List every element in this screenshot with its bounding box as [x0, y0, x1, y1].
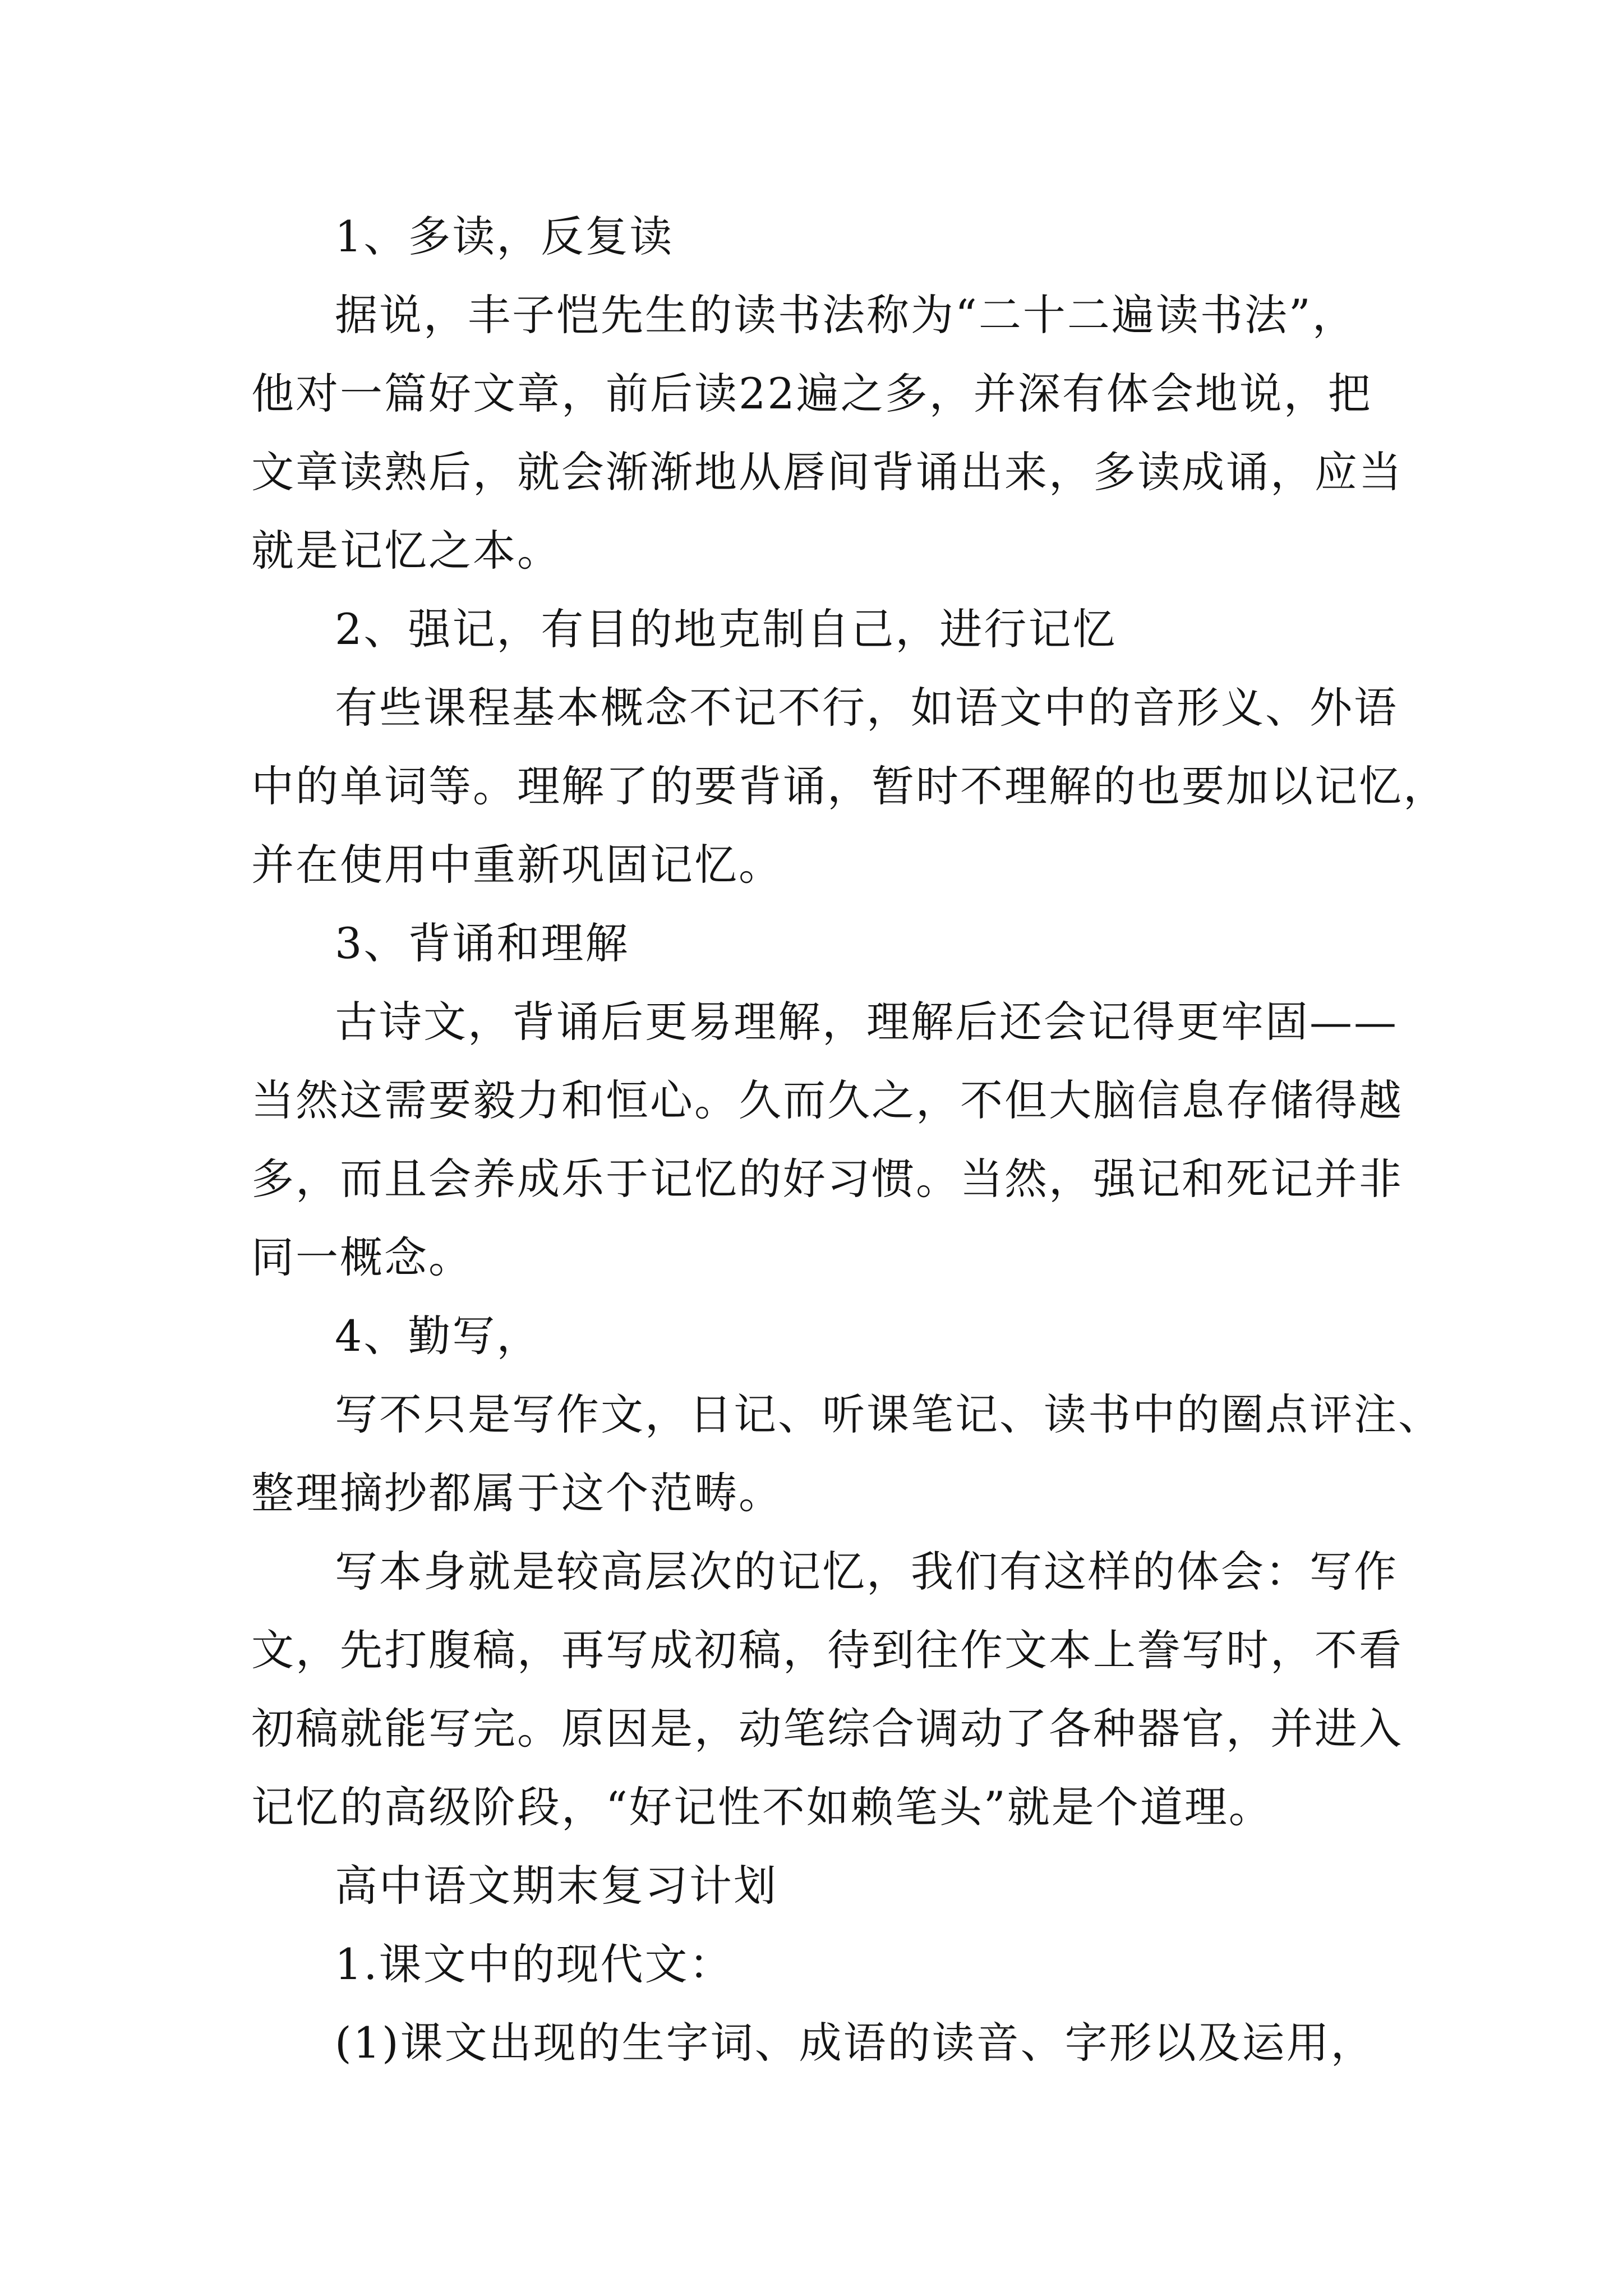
list-item: (1)课文出现的生字词、成语的读音、字形以及运用，: [335, 2018, 1375, 2068]
paragraph-line: 同一概念。: [251, 1232, 473, 1282]
paragraph-line: 当然这需要毅力和恒心。久而久之，不但大脑信息存储得越: [251, 1075, 1403, 1125]
paragraph-line: 古诗文，背诵后更易理解，理解后还会记得更牢固——: [335, 997, 1398, 1047]
paragraph-line: 整理摘抄都属于这个范畴。: [251, 1468, 783, 1518]
section-title: 高中语文期末复习计划: [335, 1861, 778, 1911]
paragraph-line: 文，先打腹稿，再写成初稿，待到往作文本上誊写时，不看: [251, 1625, 1403, 1675]
heading-write-often: 4、勤写，: [335, 1311, 541, 1361]
paragraph-line: 记忆的高级阶段，“好记性不如赖笔头”就是个道理。: [251, 1782, 1273, 1832]
heading-read-more: 1、多读，反复读: [335, 211, 674, 261]
heading-recite-understand: 3、背诵和理解: [335, 918, 630, 968]
paragraph-line: 写本身就是较高层次的记忆，我们有这样的体会：写作: [335, 1547, 1398, 1596]
paragraph-line: 并在使用中重新巩固记忆。: [251, 840, 783, 890]
heading-memorize: 2、强记，有目的地克制自己，进行记忆: [335, 604, 1117, 654]
paragraph-line: 他对一篇好文章，前后读22遍之多，并深有体会地说，把: [251, 369, 1372, 418]
paragraph-line: 文章读熟后，就会渐渐地从唇间背诵出来，多读成诵，应当: [251, 447, 1403, 497]
paragraph-line: 有些课程基本概念不记不行，如语文中的音形义、外语: [335, 683, 1398, 733]
paragraph-line: 就是记忆之本。: [251, 526, 561, 576]
paragraph-line: 写不只是写作文，日记、听课笔记、读书中的圈点评注、: [335, 1389, 1442, 1439]
paragraph-line: 据说，丰子恺先生的读书法称为“二十二遍读书法”，: [335, 290, 1357, 340]
paragraph-line: 多，而且会养成乐于记忆的好习惯。当然，强记和死记并非: [251, 1154, 1403, 1204]
paragraph-line: 中的单词等。理解了的要背诵，暂时不理解的也要加以记忆，: [251, 761, 1447, 811]
paragraph-line: 初稿就能写完。原因是，动笔综合调动了各种器官，并进入: [251, 1704, 1403, 1754]
subheading-modern-texts: 1.课文中的现代文：: [335, 1939, 734, 1989]
